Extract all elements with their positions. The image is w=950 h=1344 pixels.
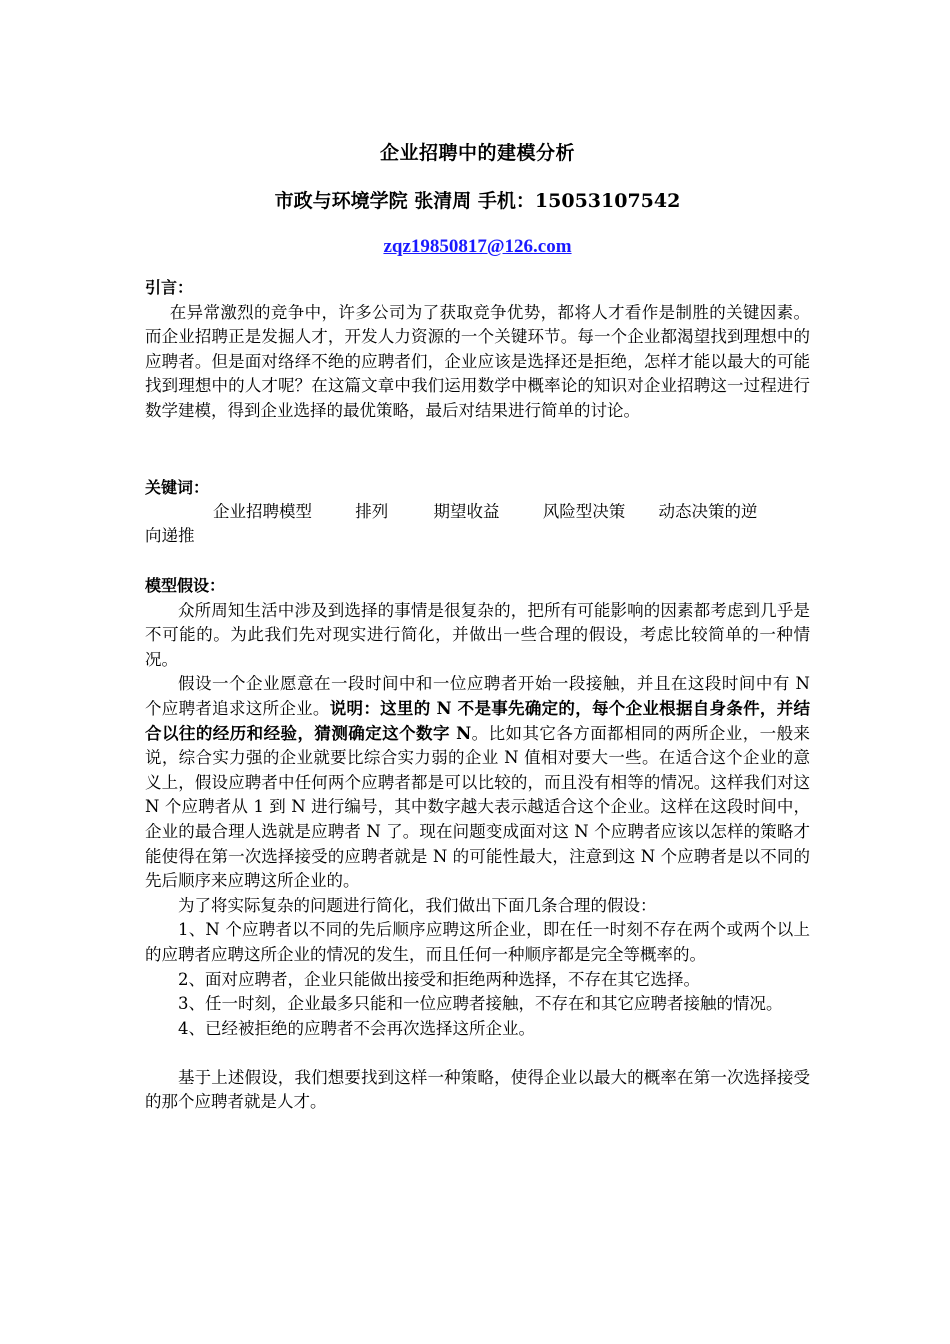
para2-text-a: 假设一个企业愿意在一段时间中和一位应聘者开始一段接触，并且在这段时间中有 N 个应聘者追求这所企业。 xyxy=(145,674,810,718)
assumptions-para1: 众所周知生活中涉及到选择的事情是很复杂的，把所有可能影响的因素都考虑到几乎是不可能的。为此我们先对现实进行简化，并做出一些合理的假设，考虑比较简单的一种情况。 xyxy=(145,600,810,669)
keyword-item: 动态决策的逆 xyxy=(658,502,758,521)
assumptions-section xyxy=(145,574,810,1115)
intro-section xyxy=(145,276,810,424)
keyword-item: 风险型决策 xyxy=(542,502,626,521)
email-link[interactable]: zqz19850817@126.com xyxy=(383,236,572,257)
author-line: 市政与环境学院 张清周 手机：15053107542 xyxy=(274,190,681,212)
keywords-list xyxy=(145,500,810,525)
assumptions-para3: 为了将实际复杂的问题进行简化，我们做出下面几条合理的假设： xyxy=(178,895,657,915)
assumption-item-3: 3、任一时刻，企业最多只能和一位应聘者接触，不存在和其它应聘者接触的情况。 xyxy=(178,994,783,1014)
keywords-tail: 向递推 xyxy=(145,526,195,545)
para2-text-b: 。比如其它各方面都相同的两所企业，一般来说，综合实力强的企业就要比综合实力弱的企业 N 值相对要大一些。在适合这个企业的意义上，假设应聘者中任何两个应聘者都是可以比较的，而且没有相等的情况。这样我们对这 N 个应聘者从 1 到 N 进行编号，其中数字越大表示越适合这个企业。这样在这段时间中，企业的最合理人选就是应聘者 N 了。现在问题变成面对这 N 个应聘者应该以怎样的策略才能使得在第一次选择接受的应聘者就是 N 的可能性最大，注意到这 N 个应聘者是以不同的先后顺序来应聘这所企业的。 xyxy=(145,723,811,891)
document-title: 企业招聘中的建模分析 xyxy=(379,142,575,164)
intro-paragraph: 在异常激烈的竞争中，许多公司为了获取竞争优势，都将人才看作是制胜的关键因素。而企业招聘正是发掘人才，开发人力资源的一个关键环节。每一个企业都渴望找到理想中的应聘者。但是面对络绎不绝的应聘者们，企业应该是选择还是拒绝，怎样才能以最大的可能找到理想中的人才呢？在这篇文章中我们运用数学中概率论的知识对企业招聘这一过程进行数学建模，得到企业选择的最优策略，最后对结果进行简单的讨论。 xyxy=(145,302,810,420)
keyword-item: 企业招聘模型 xyxy=(213,502,312,521)
keyword-item: 期望收益 xyxy=(433,502,500,521)
keywords-section xyxy=(145,476,810,501)
assumptions-para2 xyxy=(145,672,810,893)
assumptions-heading: 模型假设： xyxy=(145,576,226,595)
assumption-item-1: 1、N 个应聘者以不同的先后顺序应聘这所企业，即在任一时刻不存在两个或两个以上的应聘者应聘这所企业的情况的发生，而且任何一种顺序都是完全等概率的。 xyxy=(145,920,810,964)
intro-heading: 引言： xyxy=(145,278,194,297)
assumptions-conclusion: 基于上述假设，我们想要找到这样一种策略，使得企业以最大的概率在第一次选择接受的那个应聘者就是人才。 xyxy=(145,1067,810,1112)
keywords-heading: 关键词： xyxy=(145,478,210,497)
keyword-item: 排列 xyxy=(355,502,389,521)
assumption-item-2: 2、面对应聘者，企业只能做出接受和拒绝两种选择，不存在其它选择。 xyxy=(178,969,700,989)
para2-bold-note: 说明：这里的 N 不是事先确定的，每个企业根据自身条件，并结合以往的经历和经验，猜测确定这个数字 N xyxy=(145,698,811,743)
assumption-item-4: 4、已经被拒绝的应聘者不会再次选择这所企业。 xyxy=(178,1018,535,1038)
blank-line xyxy=(145,1041,810,1066)
